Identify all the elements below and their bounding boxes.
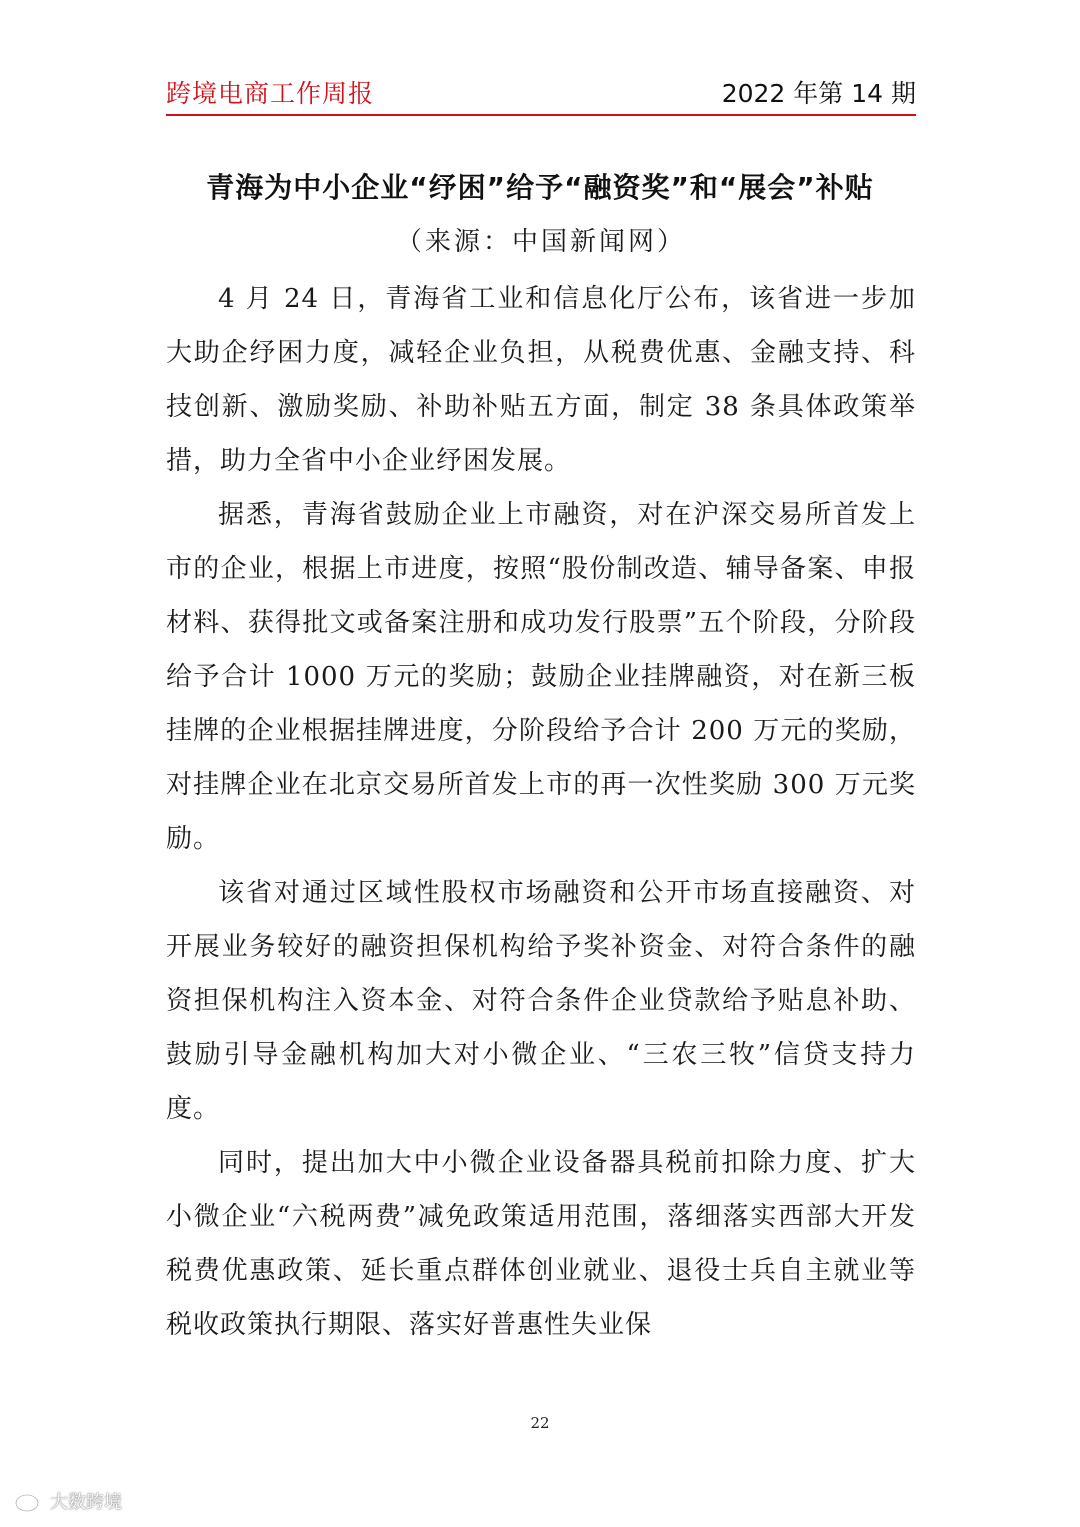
watermark-text: 大数跨境 [50,1492,122,1513]
page-header [166,70,916,118]
paragraph: 该省对通过区域性股权市场融资和公开市场直接融资、对开展业务较好的融资担保机构给予奖补资金、对符合条件的融资担保机构注入资本金、对符合条件企业贷款给予贴息补助、鼓励引导金融机构加大对小微企业、“三农三牧”信贷支持力度。 [166,878,916,1124]
watermark [14,1488,122,1514]
weibo-logo-icon [14,1489,44,1513]
page-number: 22 [530,1414,550,1432]
paragraph: 据悉，青海省鼓励企业上市融资，对在沪深交易所首发上市的企业，根据上市进度，按照“股份制改造、辅导备案、申报材料、获得批文或备案注册和成功发行股票”五个阶段，分阶段给予合计 1000 万元的奖励；鼓励企业挂牌融资，对在新三板挂牌的企业根据挂牌进度，分阶段给予合计 200 万元的奖励，对挂牌企业在北京交易所首发上市的再一次性奖励 300 万元奖励。 [166,500,916,854]
issue-number: 2022 年第 14 期 [721,79,916,108]
publication-title: 跨境电商工作周报 [166,79,375,108]
article-title: 青海为中小企业“纾困”给予“融资奖”和“展会”补贴 [206,171,874,204]
paragraph: 同时，提出加大中小微企业设备器具税前扣除力度、扩大小微企业“六税两费”减免政策适用范围，落细落实西部大开发税费优惠政策、延长重点群体创业就业、退役士兵自主就业等税收政策执行期限、落实好普惠性失业保 [166,1148,916,1340]
paragraph: 4 月 24 日，青海省工业和信息化厅公布，该省进一步加大助企纾困力度，减轻企业负担，从税费优惠、金融支持、科技创新、激励奖励、补助补贴五方面，制定 38 条具体政策举措，助力全省中小企业纾困发展。 [166,284,916,476]
article-body [166,272,916,1367]
article-source: （来源：中国新闻网） [395,227,686,257]
header-divider [166,114,916,116]
